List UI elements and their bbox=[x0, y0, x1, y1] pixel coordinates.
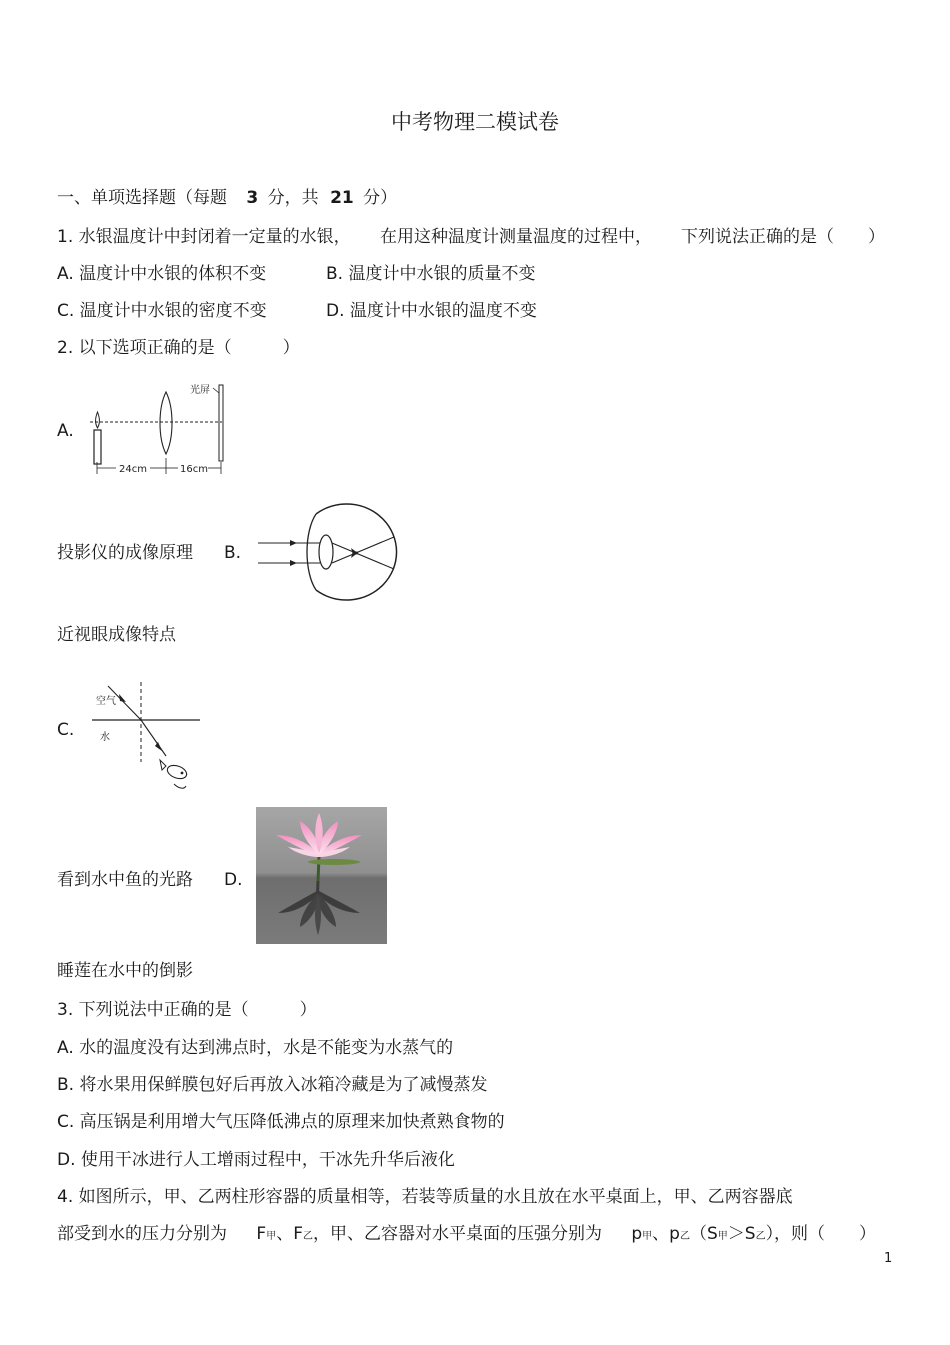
symbol-p: p bbox=[669, 1224, 680, 1244]
q2-option-b-caption: 近视眼成像特点 bbox=[57, 625, 176, 645]
symbol-f: F bbox=[256, 1224, 267, 1244]
refraction-diagram bbox=[86, 680, 206, 800]
q2-option-d-caption: 睡莲在水中的倒影 bbox=[57, 961, 193, 981]
sub-jia: 甲 bbox=[266, 1231, 277, 1242]
q2-option-d-letter: D. bbox=[224, 870, 243, 890]
screen-label: 光屏 bbox=[190, 385, 210, 396]
section-score: 3 bbox=[246, 188, 259, 208]
symbol-f: F bbox=[293, 1224, 303, 1244]
q4-text-b: ，甲、乙容器对水平桌面的压强分别为 bbox=[312, 1224, 602, 1244]
section-mid: 分，共 bbox=[267, 188, 319, 208]
section-lead: 一、单项选择题（每题 bbox=[57, 188, 227, 208]
separator: 、 bbox=[652, 1224, 670, 1244]
distance-label-1: 24cm bbox=[119, 464, 147, 475]
q2-option-a-caption: 投影仪的成像原理 bbox=[57, 543, 193, 563]
page-number: 1 bbox=[884, 1251, 893, 1266]
water-label: 水 bbox=[100, 732, 110, 743]
q1-option-a: A. 温度计中水银的体积不变 bbox=[57, 264, 267, 284]
q3-stem: 3. 下列说法中正确的是（ ） bbox=[57, 1000, 317, 1020]
sub-jia: 甲 bbox=[642, 1231, 653, 1242]
section-tail: 分） bbox=[363, 188, 398, 208]
q3-option-b: B. 将水果用保鲜膜包好后再放入冰箱冷藏是为了减慢蒸发 bbox=[57, 1075, 488, 1095]
q3-option-a: A. 水的温度没有达到沸点时，水是不能变为水蒸气的 bbox=[57, 1038, 454, 1058]
q1-option-c: C. 温度计中水银的密度不变 bbox=[57, 301, 267, 321]
q2-stem: 2. 以下选项正确的是（ ） bbox=[57, 338, 300, 358]
projector-diagram bbox=[86, 380, 236, 480]
sub-jia: 甲 bbox=[717, 1231, 728, 1242]
separator: 、 bbox=[276, 1224, 294, 1244]
q4-text-end: ），则（ ） bbox=[765, 1224, 877, 1244]
sub-yi: 乙 bbox=[302, 1231, 313, 1242]
page-title: 中考物理二模试卷 bbox=[391, 110, 559, 134]
water-lily-photo bbox=[256, 807, 387, 944]
distance-label-2: 16cm bbox=[180, 464, 208, 475]
myopia-eye-diagram bbox=[256, 500, 401, 604]
greater-than: ＞ bbox=[727, 1224, 745, 1244]
q2-option-c-letter: C. bbox=[57, 720, 75, 740]
sub-yi: 乙 bbox=[755, 1231, 766, 1242]
paren-open: （ bbox=[689, 1224, 707, 1244]
q4-text-a: 部受到水的压力分别为 bbox=[57, 1224, 227, 1244]
q3-option-d: D. 使用干冰进行人工增雨过程中，干冰先升华后液化 bbox=[57, 1150, 455, 1170]
symbol-s: S bbox=[706, 1224, 718, 1244]
q2-option-a-letter: A. bbox=[57, 421, 74, 441]
q4-line-2 bbox=[57, 1224, 876, 1247]
q3-option-c: C. 高压锅是利用增大气压降低沸点的原理来加快煮熟食物的 bbox=[57, 1112, 505, 1132]
section-total: 21 bbox=[330, 188, 354, 208]
section-heading bbox=[57, 188, 397, 208]
q1-stem-b: 在用这种温度计测量温度的过程中， bbox=[380, 227, 652, 247]
q4-line-1: 4. 如图所示，甲、乙两柱形容器的质量相等，若装等质量的水且放在水平桌面上，甲、乙两容器底 bbox=[57, 1187, 793, 1207]
q1-option-b: B. 温度计中水银的质量不变 bbox=[326, 264, 536, 284]
sub-yi: 乙 bbox=[679, 1231, 690, 1242]
q1-stem-a: 1. 水银温度计中封闭着一定量的水银， bbox=[57, 227, 351, 247]
air-label: 空气 bbox=[96, 696, 116, 707]
symbol-p: p bbox=[631, 1224, 643, 1244]
q2-option-c-caption: 看到水中鱼的光路 bbox=[57, 870, 193, 890]
q1-stem-c: 下列说法正确的是（ ） bbox=[681, 227, 885, 247]
q2-option-b-letter: B. bbox=[224, 543, 242, 563]
q1-option-d: D. 温度计中水银的温度不变 bbox=[326, 301, 537, 321]
symbol-s: S bbox=[744, 1224, 756, 1244]
